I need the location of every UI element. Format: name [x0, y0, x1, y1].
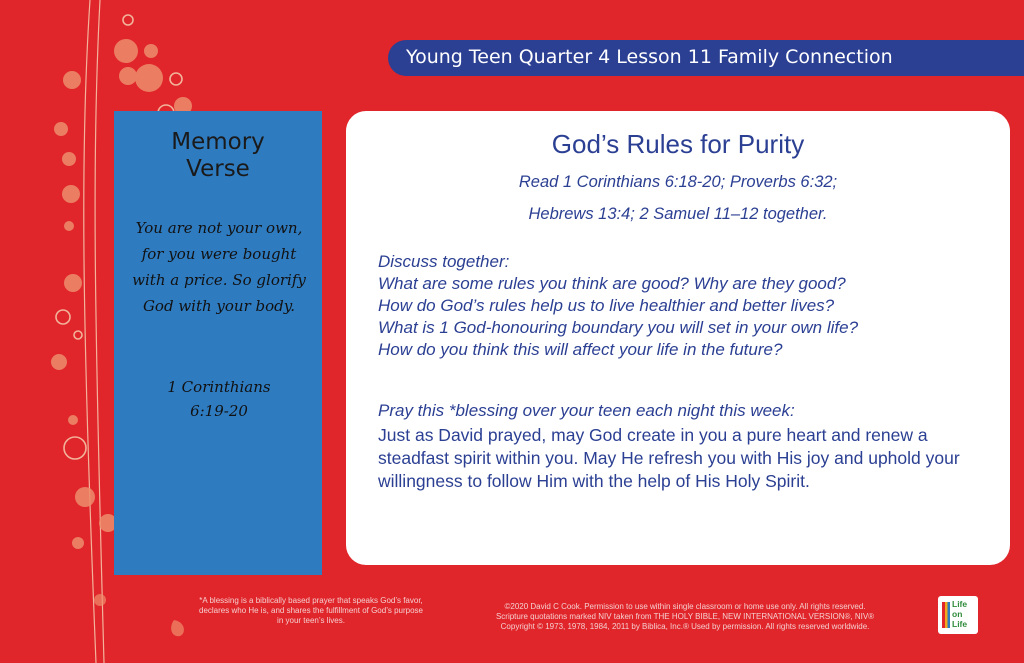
title-banner: [388, 40, 1024, 76]
life-on-life-logo: [938, 596, 978, 634]
memory-verse-reference: [128, 375, 310, 423]
discuss-question: What is 1 God-honouring boundary you will set in your own life?: [378, 318, 859, 337]
banner-title: Young Teen Quarter 4 Lesson 11 Family Connection: [406, 46, 893, 68]
discuss-question: How do you think this will affect your life in the future?: [378, 340, 783, 359]
discuss-question: How do God’s rules help us to live healthier and better lives?: [378, 296, 835, 315]
memory-verse-heading-line2: Verse: [186, 156, 250, 182]
read-line-1: Read 1 Corinthians 6:18-20; Proverbs 6:32;: [518, 173, 838, 191]
memory-verse-reference-line1: 1 Corinthians: [167, 378, 271, 396]
memory-verse-heading: [114, 129, 322, 183]
logo-text: [952, 599, 976, 629]
pray-intro: Pray this *blessing over your teen each night this week:: [378, 401, 795, 420]
logo-stripes-icon: [942, 602, 950, 628]
logo-line3: Life: [952, 619, 968, 629]
discuss-heading: Discuss together:: [378, 252, 510, 271]
lesson-card: [346, 111, 1010, 565]
blessing-footnote: *A blessing is a biblically based prayer that speaks God’s favor, declares who He is, and shares the fulfillment of God’s purpose in your teen’s lives.: [199, 596, 423, 625]
copyright-line: Scripture quotations marked NIV taken from THE HOLY BIBLE, NEW INTERNATIONAL VERSION®, NIV®: [495, 612, 875, 621]
copyright-notice: [440, 602, 930, 632]
blessing-text: Just as David prayed, may God create in you a pure heart and renew a steadfast spirit within you. May He refresh you with His joy and uphold your willingness to follow Him with the help of His Holy Spirit.: [378, 425, 960, 491]
lesson-title: God’s Rules for Purity: [551, 129, 805, 159]
copyright-line: ©2020 David C Cook. Permission to use within single classroom or home use only. All rights reserved.: [504, 602, 866, 611]
logo-line2: on: [952, 609, 963, 619]
memory-verse-text: You are not your own, for you were bought with a price. So glorify God with your body.: [132, 219, 306, 315]
copyright-line: Copyright © 1973, 1978, 1984, 2011 by Biblica, Inc.® Used by permission. All rights reserved worldwide.: [500, 622, 870, 631]
discuss-section: [378, 251, 998, 361]
logo-line1: Life: [952, 599, 968, 609]
memory-verse-heading-line1: Memory: [171, 129, 265, 155]
discuss-question: What are some rules you think are good? Why are they good?: [378, 274, 846, 293]
memory-verse-panel: [114, 111, 322, 575]
memory-verse-reference-line2: 6:19-20: [190, 402, 248, 420]
read-line-2: Hebrews 13:4; 2 Samuel 11–12 together.: [528, 205, 828, 223]
